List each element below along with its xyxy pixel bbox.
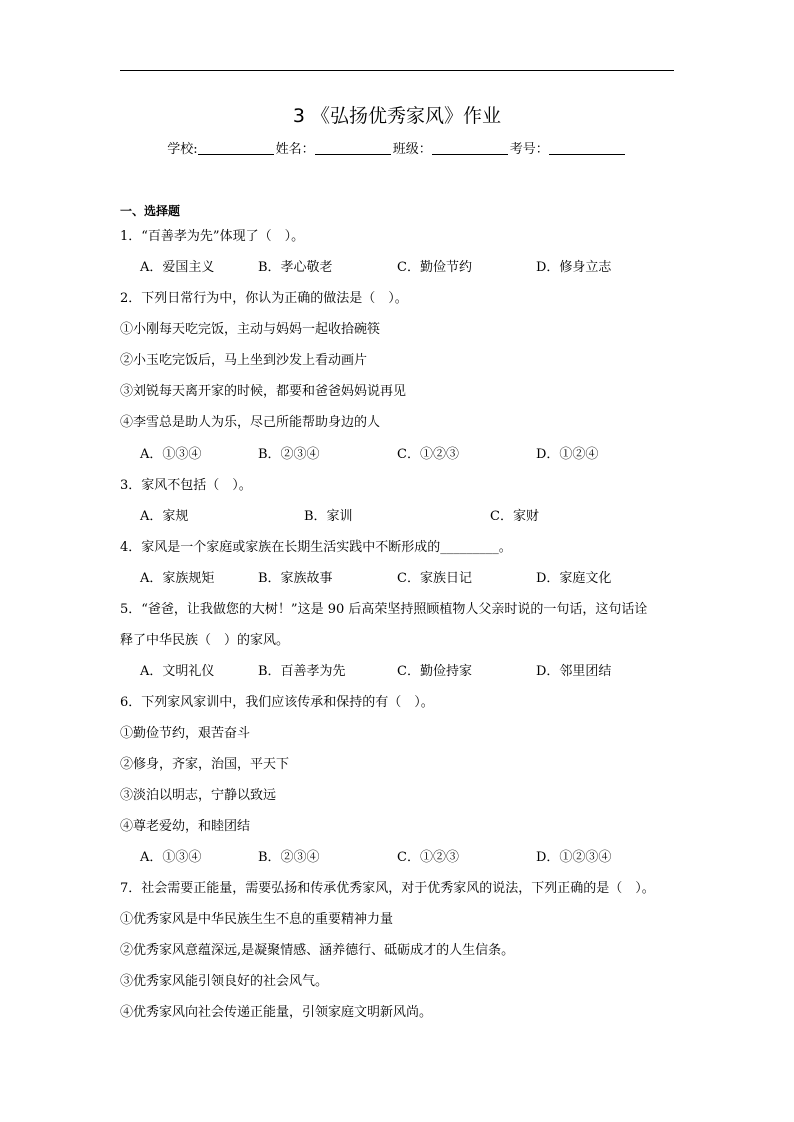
statement-item: ③淡泊以明志，宁静以致远 bbox=[120, 788, 277, 803]
option-a[interactable]: A．①③④ bbox=[140, 850, 202, 865]
statement-item: ④优秀家风向社会传递正能量，引领家庭文明新风尚。 bbox=[120, 1005, 433, 1020]
option-d[interactable]: D．①②④ bbox=[536, 447, 599, 462]
class-label: 班级： bbox=[392, 142, 432, 157]
question-stem: 5．“爸爸，让我做您的大树！”这是 90 后高荣坚持照顾植物人父亲时说的一句话，这句话诠 bbox=[120, 602, 648, 617]
option-b[interactable]: B．②③④ bbox=[258, 447, 320, 462]
option-d[interactable]: D．家庭文化 bbox=[536, 571, 612, 586]
name-label: 姓名： bbox=[275, 142, 315, 157]
statement-item: ③刘锐每天离开家的时候，都要和爸爸妈妈说再见 bbox=[120, 384, 407, 399]
option-c[interactable]: C．①②③ bbox=[397, 447, 459, 462]
exam-no-label: 考号： bbox=[509, 142, 549, 157]
student-info-line bbox=[0, 142, 794, 156]
header-rule bbox=[120, 70, 674, 71]
statement-item: ④李雪总是助人为乐，尽己所能帮助身边的人 bbox=[120, 415, 381, 430]
option-d[interactable]: D．①②③④ bbox=[536, 850, 612, 865]
question-stem: 7．社会需要正能量，需要弘扬和传承优秀家风，对于优秀家风的说法，下列正确的是（ ）。 bbox=[120, 881, 655, 896]
name-blank[interactable] bbox=[315, 142, 391, 155]
statement-item: ①小刚每天吃完饭，主动与妈妈一起收拾碗筷 bbox=[120, 322, 381, 337]
option-a[interactable]: A．爱国主义 bbox=[140, 260, 215, 275]
option-a[interactable]: A．①③④ bbox=[140, 447, 202, 462]
question-stem: 3．家风不包括（ ）。 bbox=[120, 478, 252, 493]
statement-item: ②小玉吃完饭后，马上坐到沙发上看动画片 bbox=[120, 353, 368, 368]
question-stem: 6．下列家风家训中，我们应该传承和保持的有（ ）。 bbox=[120, 695, 434, 710]
option-d[interactable]: D．邻里团结 bbox=[536, 664, 612, 679]
statement-item: ①优秀家风是中华民族生生不息的重要精神力量 bbox=[120, 912, 394, 927]
question-stem: 1．“百善孝为先”体现了（ ）。 bbox=[120, 229, 305, 244]
option-a[interactable]: A．家族规矩 bbox=[140, 571, 215, 586]
option-a[interactable]: A．家规 bbox=[140, 509, 189, 524]
option-c[interactable]: C．勤俭持家 bbox=[397, 664, 472, 679]
school-label: 学校: bbox=[167, 142, 198, 157]
option-b[interactable]: B．百善孝为先 bbox=[258, 664, 346, 679]
option-a[interactable]: A．文明礼仪 bbox=[140, 664, 215, 679]
option-c[interactable]: C．①②③ bbox=[397, 850, 459, 865]
option-c[interactable]: C．勤俭节约 bbox=[397, 260, 472, 275]
option-c[interactable]: C．家族日记 bbox=[397, 571, 472, 586]
option-d[interactable]: D．修身立志 bbox=[536, 260, 612, 275]
option-b[interactable]: B．②③④ bbox=[258, 850, 320, 865]
question-stem-continued: 释了中华民族（ ）的家风。 bbox=[120, 633, 290, 648]
class-blank[interactable] bbox=[432, 142, 508, 155]
statement-item: ④尊老爱幼，和睦团结 bbox=[120, 819, 251, 834]
exam-no-blank[interactable] bbox=[549, 142, 625, 155]
option-b[interactable]: B．家族故事 bbox=[258, 571, 333, 586]
question-stem: 2．下列日常行为中，你认为正确的做法是（ ）。 bbox=[120, 291, 408, 306]
question-stem: 4．家风是一个家庭或家族在长期生活实践中不断形成的_________。 bbox=[120, 540, 512, 555]
statement-item: ③优秀家风能引领良好的社会风气。 bbox=[120, 974, 329, 989]
section-heading: 一、选择题 bbox=[120, 204, 181, 218]
page-title: 3 《弘扬优秀家风》作业 bbox=[292, 105, 502, 127]
option-b[interactable]: B．孝心敬老 bbox=[258, 260, 333, 275]
statement-item: ①勤俭节约，艰苦奋斗 bbox=[120, 726, 251, 741]
option-c[interactable]: C．家财 bbox=[490, 509, 539, 524]
statement-item: ②修身，齐家，治国，平天下 bbox=[120, 757, 290, 772]
statement-item: ②优秀家风意蕴深远,是凝聚情感、涵养德行、砥砺成才的人生信条。 bbox=[120, 943, 515, 958]
option-b[interactable]: B．家训 bbox=[304, 509, 353, 524]
school-blank[interactable] bbox=[198, 142, 274, 155]
